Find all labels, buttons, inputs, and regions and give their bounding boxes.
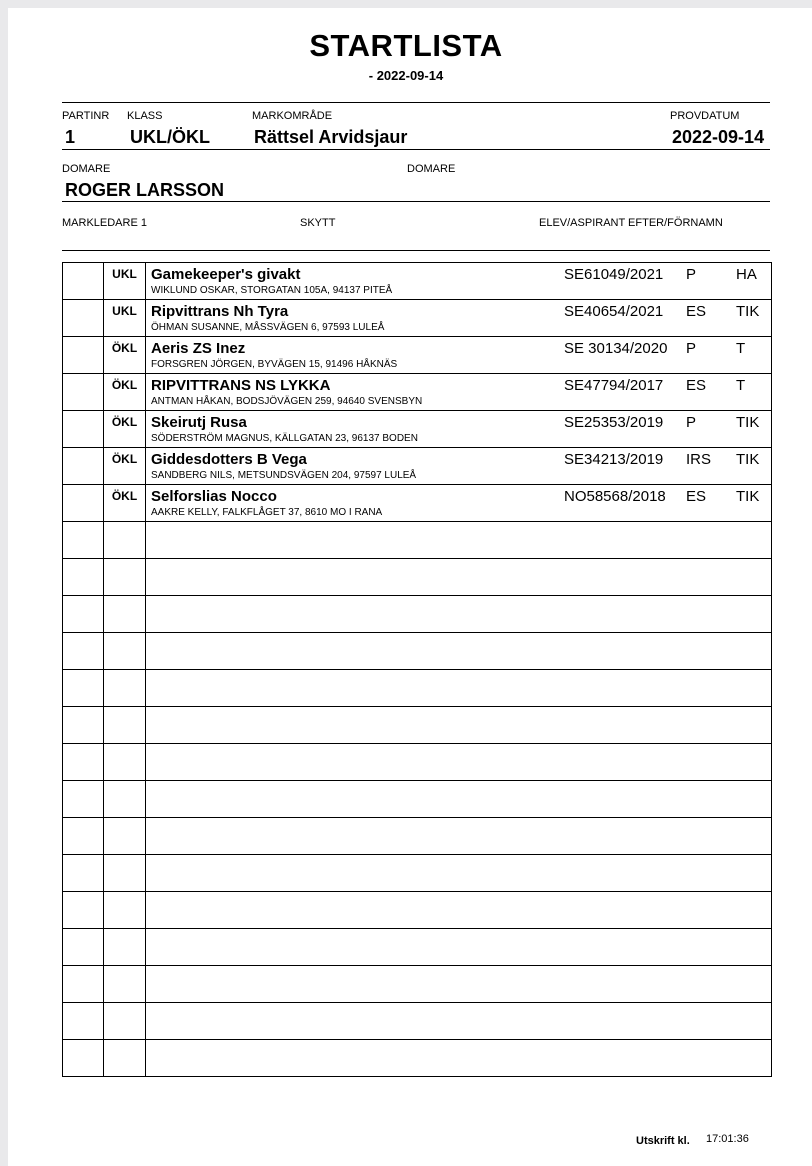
class-cell	[104, 1040, 146, 1077]
entry-class: UKL	[112, 304, 137, 318]
class-cell	[104, 485, 146, 522]
label-domare-1: DOMARE	[62, 163, 111, 175]
entry-breed: ES	[686, 303, 707, 320]
value-provdatum: 2022-09-14	[672, 127, 765, 147]
entry-sex: TIK	[736, 451, 760, 468]
start-number-cell	[63, 781, 104, 818]
entry-cell	[146, 744, 772, 781]
table-row	[63, 559, 772, 596]
divider	[62, 149, 770, 150]
table-row	[63, 781, 772, 818]
entry-cell	[146, 411, 772, 448]
entry-sex: TIK	[736, 488, 760, 505]
class-cell	[104, 818, 146, 855]
table-row	[63, 1003, 772, 1040]
start-number-cell	[63, 892, 104, 929]
label-domare-2: DOMARE	[407, 163, 456, 175]
class-cell	[104, 707, 146, 744]
entry-cell	[146, 633, 772, 670]
class-cell	[104, 522, 146, 559]
value-klass: UKL/ÖKL	[130, 127, 210, 147]
entry-owner: ANTMAN HÅKAN, BODSJÖVÄGEN 259, 94640 SVENSBYN	[151, 396, 423, 407]
label-elev: ELEV/ASPIRANT EFTER/FÖRNAMN	[539, 217, 723, 229]
table-row	[63, 448, 772, 485]
start-number-cell	[63, 522, 104, 559]
entry-cell	[146, 1003, 772, 1040]
start-number-cell	[63, 559, 104, 596]
entry-cell	[146, 1040, 772, 1077]
entry-cell	[146, 855, 772, 892]
table-row	[63, 707, 772, 744]
document-page	[8, 8, 812, 1166]
class-cell	[104, 374, 146, 411]
class-cell	[104, 929, 146, 966]
entry-sex: TIK	[736, 414, 760, 431]
entry-cell	[146, 485, 772, 522]
entry-cell	[146, 929, 772, 966]
class-cell	[104, 633, 146, 670]
entry-sex: T	[736, 377, 746, 394]
label-markomrade: MARKOMRÅDE	[252, 110, 333, 122]
entry-class: ÖKL	[111, 452, 138, 466]
entry-cell	[146, 337, 772, 374]
class-cell	[104, 337, 146, 374]
table-row	[63, 1040, 772, 1077]
entry-class: UKL	[112, 267, 137, 281]
entry-cell	[146, 892, 772, 929]
entry-reg-number: SE47794/2017	[564, 377, 664, 394]
entry-dog-name: Ripvittrans Nh Tyra	[151, 303, 289, 320]
entry-dog-name: RIPVITTRANS NS LYKKA	[151, 377, 331, 394]
start-number-cell	[63, 411, 104, 448]
entry-class: ÖKL	[111, 341, 138, 355]
divider	[62, 250, 770, 251]
entry-reg-number: SE40654/2021	[564, 303, 664, 320]
page-date: - 2022-09-14	[368, 68, 444, 83]
table-row	[63, 485, 772, 522]
entry-cell	[146, 374, 772, 411]
class-cell	[104, 596, 146, 633]
entry-sex: HA	[736, 266, 757, 283]
entry-sex: TIK	[736, 303, 760, 320]
print-time: 17:01:36	[706, 1133, 749, 1145]
entry-cell	[146, 781, 772, 818]
entry-reg-number: SE25353/2019	[564, 414, 664, 431]
entry-breed: P	[686, 414, 697, 431]
table-row	[63, 744, 772, 781]
label-markledare: MARKLEDARE 1	[62, 217, 147, 229]
start-number-cell	[63, 596, 104, 633]
entry-reg-number: SE34213/2019	[564, 451, 664, 468]
entry-breed: ES	[686, 377, 707, 394]
entry-class: ÖKL	[111, 378, 138, 392]
start-number-cell	[63, 633, 104, 670]
entry-dog-name: Selforslias Nocco	[151, 488, 277, 505]
table-row	[63, 411, 772, 448]
start-number-cell	[63, 707, 104, 744]
table-row	[63, 337, 772, 374]
entry-cell	[146, 670, 772, 707]
class-cell	[104, 670, 146, 707]
entry-sex: T	[736, 340, 746, 357]
table-row	[63, 818, 772, 855]
start-number-cell	[63, 966, 104, 1003]
entry-owner: ÖHMAN SUSANNE, MÅSSVÄGEN 6, 97593 LULEÅ	[151, 322, 385, 333]
class-cell	[104, 744, 146, 781]
table-row	[63, 633, 772, 670]
class-cell	[104, 1003, 146, 1040]
start-number-cell	[63, 818, 104, 855]
entry-cell	[146, 596, 772, 633]
entry-dog-name: Skeirutj Rusa	[151, 414, 247, 431]
entry-owner: SANDBERG NILS, METSUNDSVÄGEN 204, 97597 LULEÅ	[151, 470, 417, 481]
class-cell	[104, 559, 146, 596]
start-number-cell	[63, 744, 104, 781]
entry-reg-number: NO58568/2018	[564, 488, 666, 505]
entry-dog-name: Aeris ZS Inez	[151, 340, 246, 357]
class-cell	[104, 263, 146, 300]
entry-cell	[146, 966, 772, 1003]
entry-cell	[146, 559, 772, 596]
entry-breed: P	[686, 266, 697, 283]
start-number-cell	[63, 374, 104, 411]
start-number-cell	[63, 670, 104, 707]
print-label: Utskrift kl.	[636, 1135, 690, 1147]
value-partinr: 1	[65, 127, 76, 147]
class-cell	[104, 448, 146, 485]
table-row	[63, 670, 772, 707]
divider	[62, 201, 770, 202]
label-provdatum: PROVDATUM	[670, 110, 740, 122]
table-row	[63, 300, 772, 337]
entry-dog-name: Giddesdotters B Vega	[151, 451, 307, 468]
entry-reg-number: SE61049/2021	[564, 266, 664, 283]
entry-breed: IRS	[686, 451, 712, 468]
start-number-cell	[63, 929, 104, 966]
start-number-cell	[63, 263, 104, 300]
entry-cell	[146, 448, 772, 485]
entry-cell	[146, 707, 772, 744]
entry-dog-name: Gamekeeper's givakt	[151, 266, 301, 283]
start-number-cell	[63, 1040, 104, 1077]
class-cell	[104, 781, 146, 818]
start-number-cell	[63, 300, 104, 337]
start-number-cell	[63, 337, 104, 374]
entry-breed: P	[686, 340, 697, 357]
entry-cell	[146, 522, 772, 559]
start-number-cell	[63, 1003, 104, 1040]
page-title: STARTLISTA	[309, 28, 503, 63]
table-row	[63, 855, 772, 892]
entry-owner: FORSGREN JÖRGEN, BYVÄGEN 15, 91496 HÅKNÄS	[151, 359, 398, 370]
class-cell	[104, 855, 146, 892]
start-number-cell	[63, 485, 104, 522]
table-row	[63, 966, 772, 1003]
class-cell	[104, 300, 146, 337]
start-list-table	[62, 262, 772, 1077]
value-domare-1: ROGER LARSSON	[65, 180, 225, 200]
start-number-cell	[63, 448, 104, 485]
entry-class: ÖKL	[111, 489, 138, 503]
table-row	[63, 892, 772, 929]
entry-cell	[146, 818, 772, 855]
entry-cell	[146, 263, 772, 300]
entry-owner: SÖDERSTRÖM MAGNUS, KÄLLGATAN 23, 96137 BODEN	[151, 433, 418, 444]
table-row	[63, 596, 772, 633]
table-row	[63, 263, 772, 300]
entry-owner: AAKRE KELLY, FALKFLÅGET 37, 8610 MO I RANA	[151, 507, 383, 518]
label-klass: KLASS	[127, 110, 163, 122]
entry-breed: ES	[686, 488, 707, 505]
entry-reg-number: SE 30134/2020	[564, 340, 668, 357]
label-partinr: PARTINR	[62, 110, 110, 122]
divider	[62, 102, 770, 103]
entry-class: ÖKL	[111, 415, 138, 429]
value-markomrade: Rättsel Arvidsjaur	[254, 127, 408, 147]
class-cell	[104, 966, 146, 1003]
entry-owner: WIKLUND OSKAR, STORGATAN 105A, 94137 PITEÅ	[151, 285, 393, 296]
entry-cell	[146, 300, 772, 337]
table-row	[63, 374, 772, 411]
label-skytt: SKYTT	[300, 217, 336, 229]
table-row	[63, 522, 772, 559]
class-cell	[104, 411, 146, 448]
table-row	[63, 929, 772, 966]
start-number-cell	[63, 855, 104, 892]
class-cell	[104, 892, 146, 929]
